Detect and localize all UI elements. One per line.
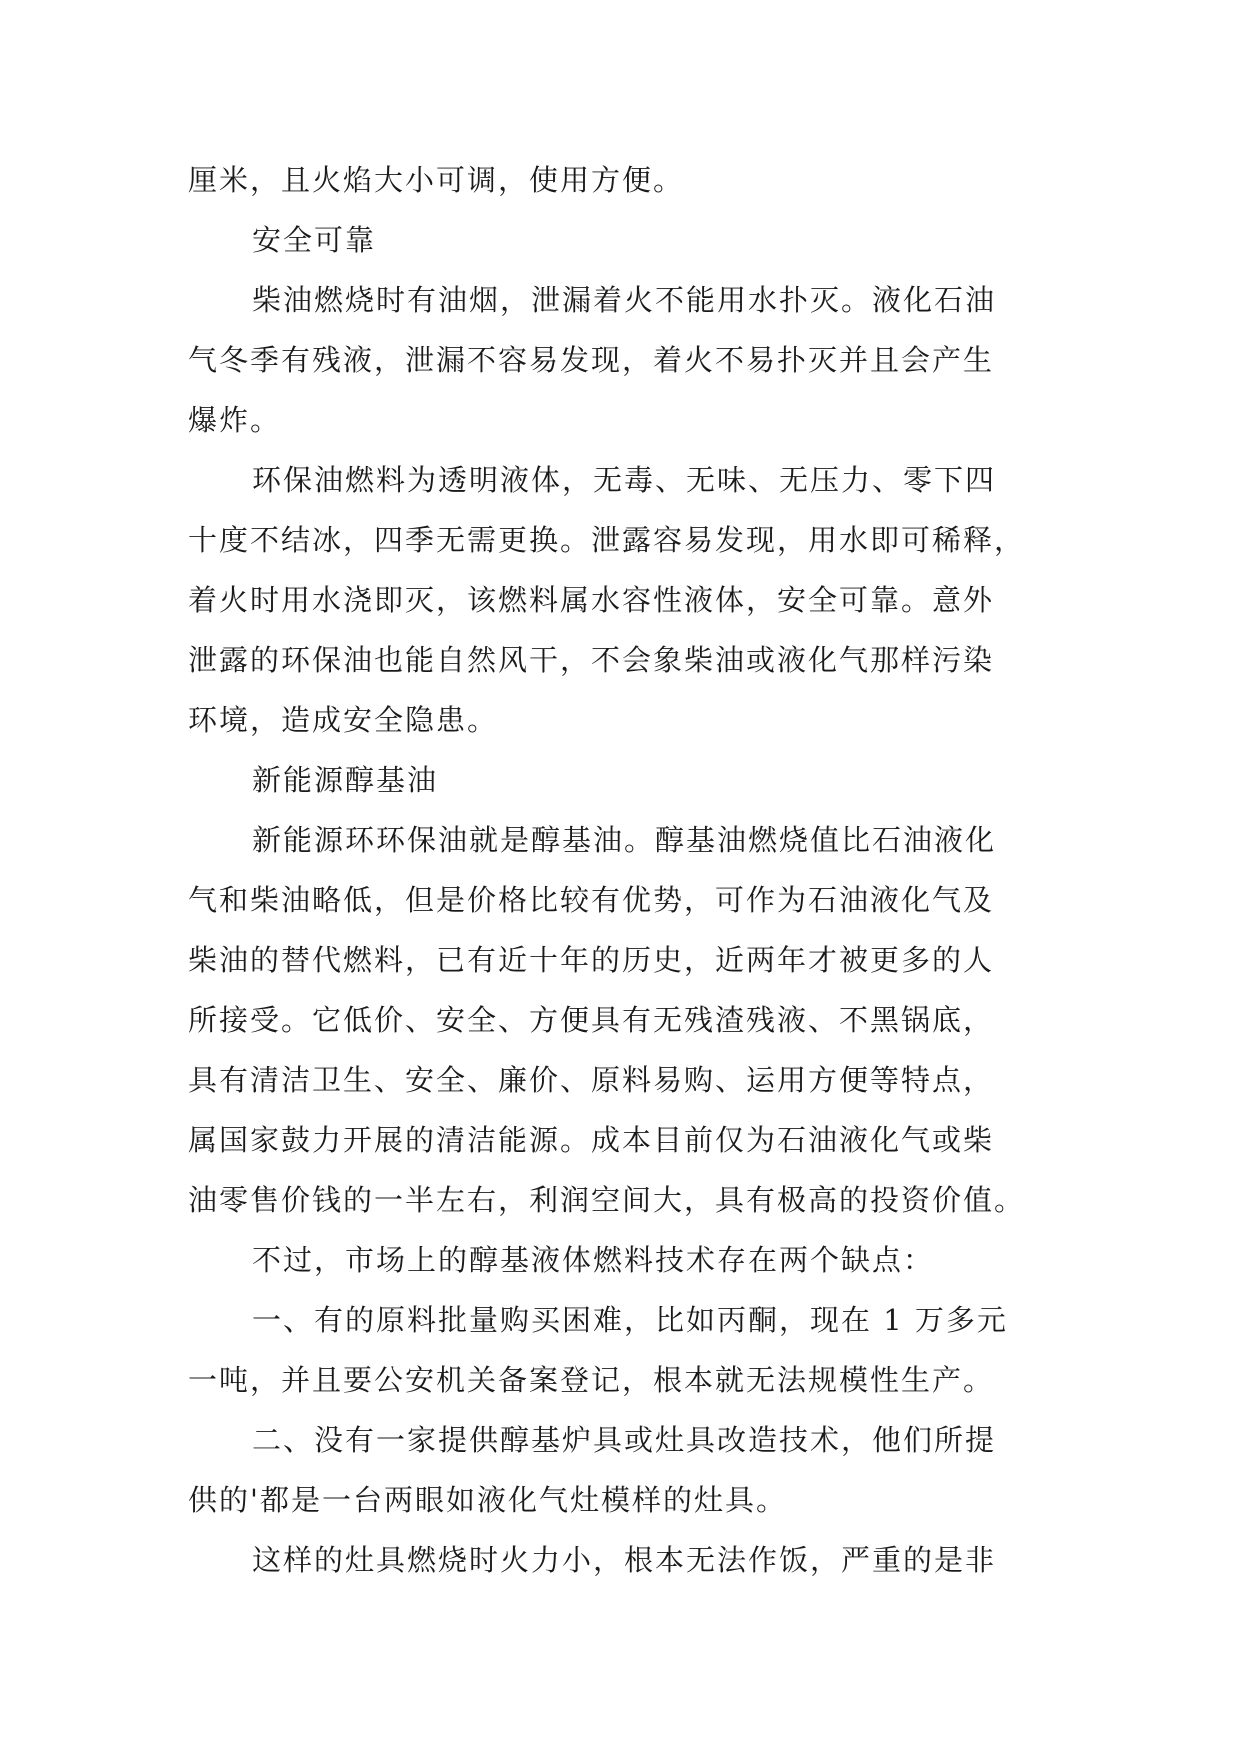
text-line: 具有清洁卫生、安全、廉价、原料易购、运用方便等特点， — [188, 1063, 995, 1097]
text-line: 厘米，且火焰大小可调，使用方便。 — [188, 163, 685, 197]
text-line: 不过，市场上的醇基液体燃料技术存在两个缺点： — [252, 1243, 935, 1277]
text-line: 环境，造成安全隐患。 — [188, 703, 499, 737]
text-line: 属国家鼓力开展的清洁能源。成本目前仅为石油液化气或柴 — [188, 1123, 995, 1157]
text-line: 油零售价钱的一半左右，利润空间大，具有极高的投资价值。 — [188, 1183, 1026, 1217]
text-line: 安全可靠 — [252, 223, 377, 257]
text-line: 着火时用水浇即灭，该燃料属水容性液体，安全可靠。意外 — [188, 583, 995, 617]
text-line: 一吨，并且要公安机关备案登记，根本就无法规模性生产。 — [188, 1363, 995, 1397]
text-line: 二、没有一家提供醇基炉具或灶具改造技术，他们所提 — [252, 1423, 997, 1457]
text-line: 十度不结冰，四季无需更换。泄露容易发现，用水即可稀释， — [188, 523, 1026, 557]
text-line: 所接受。它低价、安全、方便具有无残渣残液、不黑锅底， — [188, 1003, 995, 1037]
text-line: 气冬季有残液，泄漏不容易发现，着火不易扑灭并且会产生 — [188, 343, 995, 377]
text-line: 柴油燃烧时有油烟，泄漏着火不能用水扑灭。液化石油 — [252, 283, 997, 317]
body-text — [188, 150, 1054, 1590]
text-line: 柴油的替代燃料，已有近十年的历史，近两年才被更多的人 — [188, 943, 995, 977]
text-line: 爆炸。 — [188, 403, 282, 437]
text-line: 新能源醇基油 — [252, 763, 439, 797]
text-line: 气和柴油略低，但是价格比较有优势，可作为石油液化气及 — [188, 883, 995, 917]
text-line: 一、有的原料批量购买困难，比如丙酮，现在 1 万多元 — [252, 1303, 1008, 1337]
text-line: 这样的灶具燃烧时火力小，根本无法作饭，严重的是非 — [252, 1543, 997, 1577]
text-line: 供的'都是一台两眼如液化气灶模样的灶具。 — [188, 1483, 787, 1517]
text-line: 新能源环环保油就是醇基油。醇基油燃烧值比石油液化 — [252, 823, 997, 857]
text-line: 泄露的环保油也能自然风干，不会象柴油或液化气那样污染 — [188, 643, 995, 677]
text-line: 环保油燃料为透明液体，无毒、无味、无压力、零下四 — [252, 463, 997, 497]
